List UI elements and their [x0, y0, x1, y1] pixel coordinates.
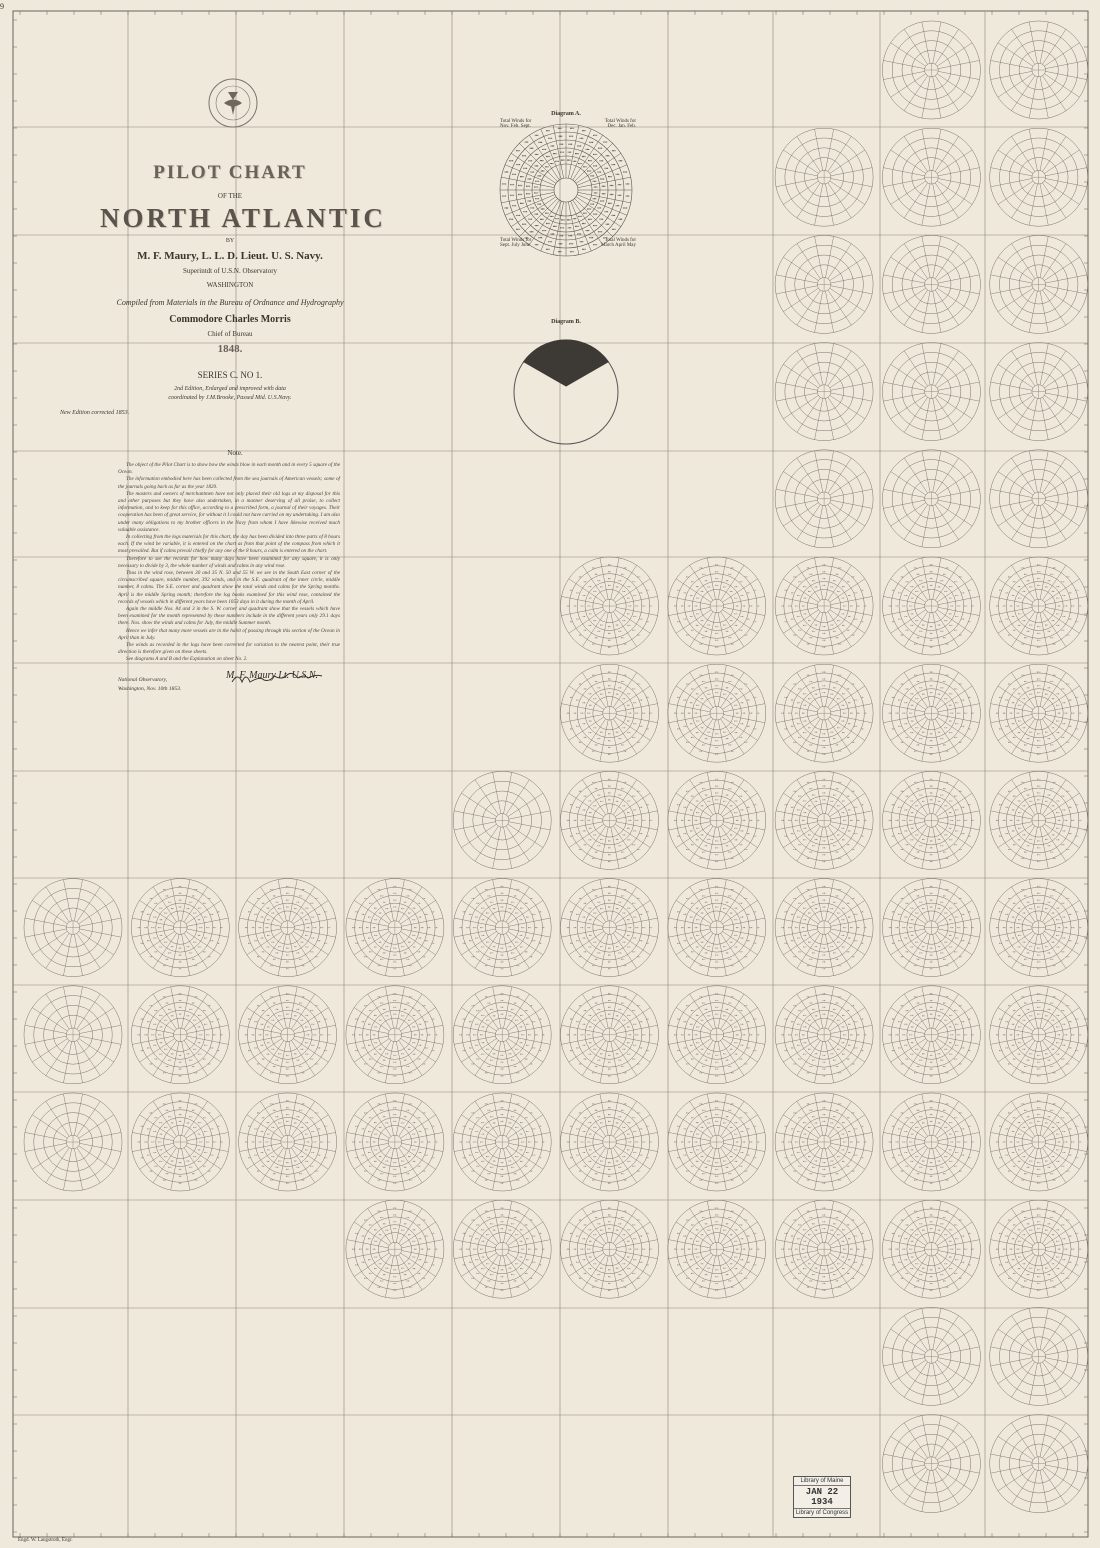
- note-body: [118, 462, 340, 664]
- diagram-a-corner-se: Total Winds for March April May: [601, 238, 636, 248]
- place-washington: WASHINGTON: [206, 281, 254, 289]
- diagram-a-corner-ne: Total Winds for Dec. Jan. Feb.: [604, 119, 636, 129]
- library-stamp: [793, 1476, 851, 1518]
- note-paragraph: In collecting from the logs materials for this chart, the day has been divided into three parts of 8 hours each. If the wind be variable, it is entered on the chart as from that point of the compass from which it most prevailed. But if calms prevail chiefly for any one of the 8 hours, a calm is entered on the chart.: [118, 534, 340, 555]
- note-paragraph: Therefore to see the records for how many days have been examined for any square, it is only necessary to divide by 3, the whole number of winds and calms in any wind rose.: [118, 555, 340, 569]
- title-by: BY: [225, 238, 235, 244]
- stamp-line-3: Library of Congress: [795, 1510, 849, 1516]
- title-pilot-chart: PILOT CHART: [153, 162, 307, 183]
- series-number: SERIES C. NO 1.: [197, 370, 263, 380]
- compiled-line: Compiled from Materials in the Bureau of Ordnance and Hydrography: [116, 298, 344, 307]
- diagram-a-label: Diagram A.: [551, 111, 581, 117]
- note-paragraph: Again the middle Nos. 84 and 3 in the S. W. corner and quadrant show that the vessels which have been examined for the month represented by these numbers include in the different years only 29.1 days there. Nos. show the winds and calms for July, the middle Summer month.: [118, 606, 340, 627]
- stamp-line-1: Library of Maine: [794, 1477, 850, 1486]
- note-paragraph: Hence we infer that many more vessels are in the habit of passing through this section of the Ocean in April than in July.: [118, 627, 340, 641]
- title-north-atlantic: NORTH ATLANTIC: [100, 203, 386, 233]
- diagram-a-corner-sw: Total Winds for Sept. July June: [500, 238, 532, 248]
- observatory-line: National Observatory,: [118, 677, 168, 683]
- note-paragraph: Thus in the wind rose, between 30 and 35 N. 50 and 55 W. we see in the South East corner of the circumscribed square, middle number, 392 winds, and in the S.E. quadrant of the inner circle, middle number, 8 calms. The S.E. corner and quadrant show the total winds and calms for the Spring months. April is the middle Spring month; therefore the log books examined for this wind rose, contained the records of vessels which in different years have been 1053 days in it during the month of April.: [118, 570, 340, 605]
- stamp-date: JAN 22 1934: [794, 1486, 850, 1509]
- commodore-name: Commodore Charles Morris: [169, 314, 291, 325]
- hydrographic-office-seal: [209, 79, 257, 127]
- new-edition-note: New Edition corrected 1853.: [60, 410, 130, 416]
- signature: M. F. Maury Lt. U.S.N.: [226, 670, 319, 681]
- coordinated-by: coordinated by J.M.Brooke, Passed Mid. U.S.Navy.: [168, 395, 292, 401]
- diagram-a-corner-nw: Total Winds for Nov. Feb. Sept.: [500, 119, 532, 129]
- note-title: Note.: [227, 449, 243, 457]
- note-paragraph: The winds as recorded in the logs have been corrected for variation to the nearest point, their true direction is therefore given on these sheets.: [118, 642, 340, 656]
- chief-of-bureau: Chief of Bureau: [207, 330, 253, 338]
- superintendent: Superintdt of U.S.N. Observatory: [182, 267, 278, 275]
- note-paragraph: The object of the Pilot Chart is to show how the winds blow in each month and in every 5 square of the Ocean.: [118, 462, 340, 476]
- engraver-credit: Engd. W. Langstroth, Engr.: [18, 1538, 73, 1543]
- title-of-the: OF THE: [217, 192, 243, 200]
- note-paragraph: The information embodied here has been collected from the sea journals of American vessels; some of the journals going back as far as the year 1820.: [118, 476, 340, 490]
- signed-at-line: Washington, Nov. 10th 1853.: [118, 686, 182, 692]
- author-name: M. F. Maury, L. L. D. Lieut. U. S. Navy.: [137, 250, 323, 262]
- chart-year: 1848.: [217, 343, 243, 355]
- diagram-b-label: Diagram B.: [551, 319, 581, 325]
- note-paragraph: See diagrams A and B and the Explanation on sheet No. 2.: [126, 656, 248, 663]
- sheet-number: 9: [0, 2, 4, 11]
- note-paragraph: The masters and owners of merchantmen have not only placed their old logs at my disposal for this and other purposes but they have also undertaken, in a manner deserving of all praise, to collect information, and to keep for this office, according to a prescribed form, a journal of their voyages. Their cooperation has been of great service, for without it I could not have carried on my undertaking. I am also under many obligations to my brother officers in the Navy from whom I have likewise received much valuable assistance.: [118, 490, 340, 533]
- edition-note: 2nd Edition, Enlarged and improved with data: [174, 386, 286, 392]
